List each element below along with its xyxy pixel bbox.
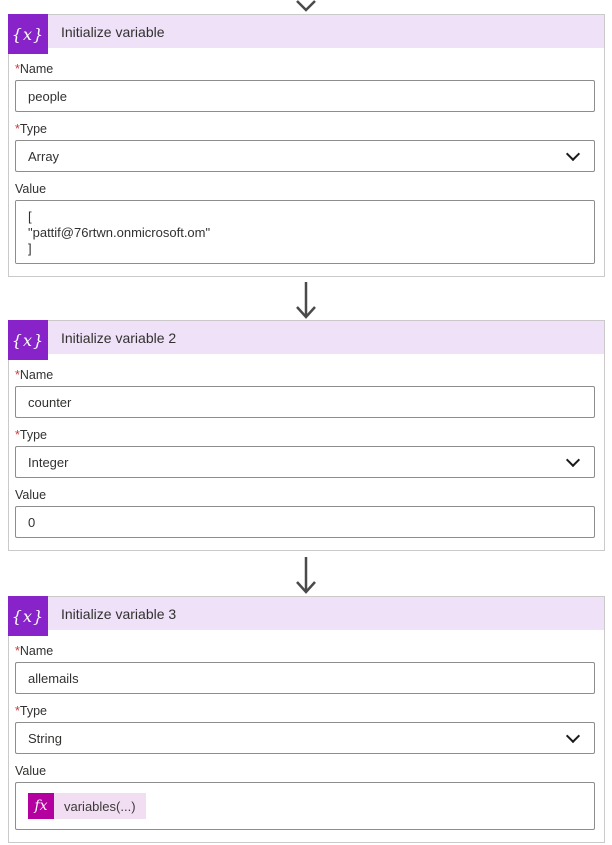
name-field-group [15, 62, 595, 112]
name-input[interactable] [15, 386, 595, 418]
required-marker: * [15, 428, 20, 442]
type-select[interactable] [15, 140, 595, 172]
value-label-text: Value [15, 182, 47, 196]
card-header[interactable] [9, 597, 604, 630]
type-label [15, 122, 595, 136]
chevron-down-icon [566, 453, 580, 467]
down-arrow-icon [0, 0, 612, 14]
variable-icon-glyph: {x} [11, 24, 45, 44]
value-field-group [15, 182, 595, 264]
type-selected-value: String [28, 730, 62, 746]
chevron-down-icon [566, 147, 580, 161]
type-label-text: Type [19, 704, 47, 718]
card-header[interactable] [9, 321, 604, 354]
type-select[interactable] [15, 446, 595, 478]
name-label-text: Name [19, 62, 54, 76]
type-label [15, 428, 595, 442]
required-marker: * [15, 122, 20, 136]
action-card-initialize-variable-2 [8, 320, 605, 551]
name-field-group [15, 644, 595, 694]
card-body [9, 630, 604, 842]
variable-icon-glyph: {x} [11, 330, 45, 350]
down-arrow-icon [0, 277, 612, 320]
expression-token-label: variables(...) [54, 793, 146, 819]
value-label [15, 182, 595, 196]
expression-token[interactable] [28, 793, 146, 819]
card-body [9, 354, 604, 550]
action-card-initialize-variable-3 [8, 596, 605, 843]
name-field-group [15, 368, 595, 418]
variable-icon [8, 320, 48, 360]
value-textarea[interactable] [15, 200, 595, 264]
required-marker: * [15, 368, 20, 382]
variable-icon [8, 596, 48, 636]
action-card-initialize-variable [8, 14, 605, 277]
card-title: Initialize variable 2 [61, 329, 177, 346]
card-header[interactable] [9, 15, 604, 48]
name-input[interactable] [15, 80, 595, 112]
value-input-area[interactable] [15, 782, 595, 830]
down-arrow-icon [0, 551, 612, 596]
card-title: Initialize variable 3 [61, 605, 177, 622]
name-label [15, 644, 595, 658]
value-field-group [15, 488, 595, 538]
value-label-text: Value [15, 764, 47, 778]
type-label-text: Type [19, 428, 47, 442]
value-field-group [15, 764, 595, 830]
type-select[interactable] [15, 722, 595, 754]
name-label [15, 368, 595, 382]
name-input[interactable] [15, 662, 595, 694]
value-label [15, 488, 595, 502]
card-body [9, 48, 604, 276]
variable-icon-glyph: {x} [11, 606, 45, 626]
required-marker: * [15, 644, 20, 658]
type-field-group [15, 428, 595, 478]
value-label-text: Value [15, 488, 47, 502]
card-title: Initialize variable [61, 23, 165, 40]
name-label-text: Name [19, 644, 54, 658]
value-input[interactable] [15, 506, 595, 538]
type-label [15, 704, 595, 718]
fx-icon: fx [28, 793, 54, 819]
type-field-group [15, 122, 595, 172]
type-field-group [15, 704, 595, 754]
variable-icon [8, 14, 48, 54]
type-selected-value: Array [28, 148, 60, 164]
chevron-down-icon [566, 729, 580, 743]
name-label-text: Name [19, 368, 54, 382]
name-label [15, 62, 595, 76]
type-selected-value: Integer [28, 454, 69, 470]
required-marker: * [15, 62, 20, 76]
type-label-text: Type [19, 122, 47, 136]
value-label [15, 764, 595, 778]
required-marker: * [15, 704, 20, 718]
